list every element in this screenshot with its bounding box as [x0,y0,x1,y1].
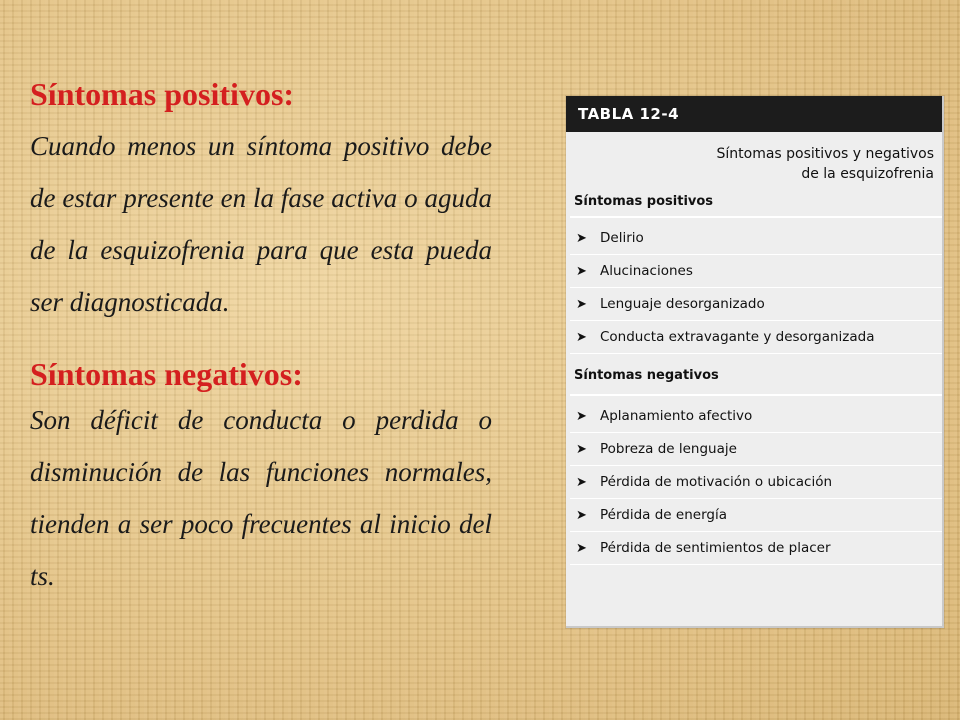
arrowhead-bullet-icon: ➤ [576,296,587,312]
arrowhead-bullet-icon: ➤ [576,329,587,345]
arrowhead-bullet-icon: ➤ [576,441,587,457]
table-label: TABLA 12-4 [566,96,942,132]
table-list-item [570,433,942,466]
negative-symptoms-text: Son déficit de conducta o perdida o disminución de las funciones normales, tienden a ser poco frecuentes al inicio del ts. [30,405,492,591]
table-list-item-label: Pobreza de lenguaje [600,441,737,457]
arrowhead-bullet-icon: ➤ [576,474,587,490]
arrowhead-bullet-icon: ➤ [576,408,587,424]
table-body [566,132,942,626]
negative-section-label: Síntomas negativos [574,368,719,383]
table-title [566,132,942,184]
positive-symptoms-heading: Síntomas positivos: [30,76,295,112]
table-list-item [570,222,942,255]
table-list-item-label: Aplanamiento afectivo [600,408,753,424]
positive-symptoms-text: Cuando menos un síntoma positivo debe de estar presente en la fase activa o aguda de la esquizofrenia para que esta pueda ser diagnosticada. [30,131,492,317]
table-title-line-2: de la esquizofrenia [801,166,934,182]
table-list-item [570,466,942,499]
table-list-item-label: Pérdida de energía [600,507,727,523]
positive-symptoms-list [566,222,942,354]
left-text-column [30,74,492,602]
section-divider [570,216,942,218]
table-list-item [570,400,942,433]
table-list-item-label: Conducta extravagante y desorganizada [600,329,875,345]
arrowhead-bullet-icon: ➤ [576,230,587,246]
table-list-item-label: Pérdida de sentimientos de placer [600,540,831,556]
table-list-item-label: Lenguaje desorganizado [600,296,765,312]
table-list-item-label: Delirio [600,230,644,246]
table-list-item [570,532,942,565]
table-list-item-label: Alucinaciones [600,263,693,279]
arrowhead-bullet-icon: ➤ [576,263,587,279]
table-list-item [570,255,942,288]
symptoms-table [566,96,944,628]
table-list-item-label: Pérdida de motivación o ubicación [600,474,833,490]
table-list-item [570,288,942,321]
section-divider [570,394,942,396]
negative-symptoms-list [566,400,942,565]
table-list-item [570,321,942,354]
negative-symptoms-heading: Síntomas negativos: [30,356,303,392]
arrowhead-bullet-icon: ➤ [576,507,587,523]
positive-section-label: Síntomas positivos [574,194,714,209]
table-title-line-1: Síntomas positivos y negativos [716,146,934,162]
arrowhead-bullet-icon: ➤ [576,540,587,556]
table-list-item [570,499,942,532]
